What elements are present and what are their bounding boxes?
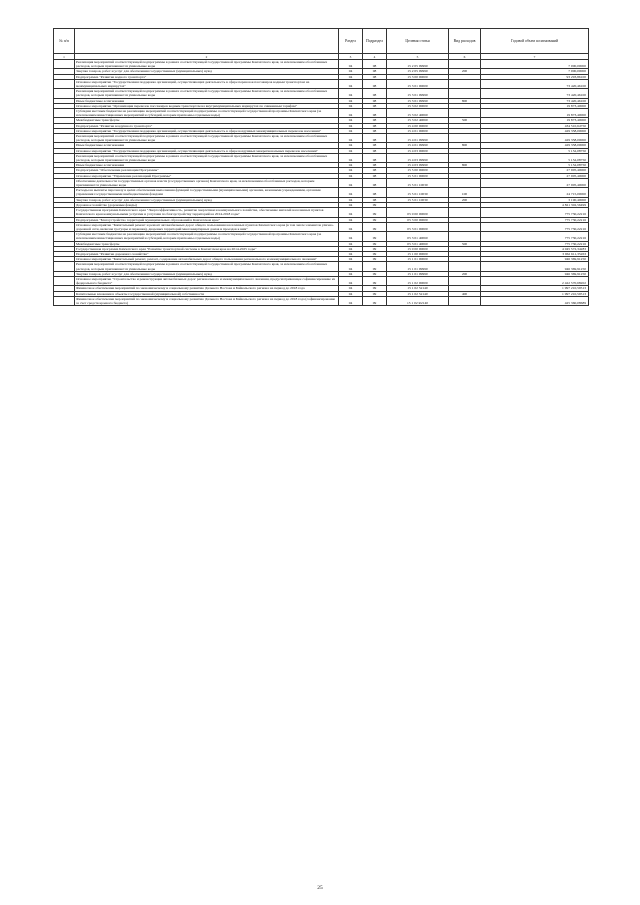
index-cell: 3 <box>339 54 363 60</box>
number-cell <box>54 79 75 88</box>
index-cell: 7 <box>481 54 589 60</box>
budget-page <box>53 28 588 306</box>
target-article-cell: 15 4 01 00000 <box>387 128 449 133</box>
target-article-cell: 15 5 00 00000 <box>387 168 449 173</box>
razdel-cell: 04 <box>339 128 363 133</box>
number-cell <box>54 222 75 231</box>
table-row <box>54 222 589 231</box>
header-podrazdel: Подраздел <box>363 29 387 54</box>
sum-cell: 2 422 570,68202 <box>481 276 589 285</box>
sum-cell: 19 873,40000 <box>481 118 589 123</box>
razdel-cell: 04 <box>339 286 363 291</box>
sum-cell: 946 369,91250 <box>481 271 589 276</box>
target-article-cell: 05 3 01 40060 <box>387 232 449 241</box>
podrazdel-cell: 09 <box>363 251 387 256</box>
razdel-cell: 04 <box>339 168 363 173</box>
razdel-cell: 04 <box>339 134 363 143</box>
expense-type-cell <box>449 262 481 271</box>
name-cell: Государственная программа Камчатского края "Энергоэффективность, развитие энергетики и коммунального хозяйства, обеспечение жителей населенных пунктов Камчатского края коммунальными услугами и услугами по благоустройству территорий на 2014-2018 годы" <box>75 208 339 217</box>
sum-cell: 19 873,40000 <box>481 103 589 108</box>
target-article-cell: 15 5 01 10030 <box>387 188 449 197</box>
expense-type-cell: 500 <box>449 241 481 246</box>
target-article-cell: 15 3 01 09990 <box>387 98 449 103</box>
index-cell: 5 <box>387 54 449 60</box>
name-cell: Основное мероприятие "Государственная поддержка организаций, осуществляющих деятельность в сфере перевозок пассажиров водным транспортом на межмуниципальных маршрутах" <box>75 79 339 88</box>
name-cell: Реализация мероприятий соответствующей подпрограммы в рамках соответствующей государственной программы Камчатского края, за исключением обособленных расходов, которым присваиваются уникальные коды <box>75 153 339 162</box>
razdel-cell: 04 <box>339 173 363 178</box>
header-annual-sum: Годовой объем ассигнований <box>481 29 589 54</box>
target-article-cell: 15 3 02 40060 <box>387 118 449 123</box>
expense-type-cell: 500 <box>449 118 481 123</box>
table-row <box>54 79 589 88</box>
expense-type-cell <box>449 276 481 285</box>
table-row <box>54 109 589 118</box>
podrazdel-cell: 08 <box>363 178 387 187</box>
podrazdel-cell: 08 <box>363 98 387 103</box>
sum-cell: 1 997 210,59513 <box>481 286 589 291</box>
razdel-cell: 04 <box>339 232 363 241</box>
name-cell: Государственная программа Камчатского края "Развитие транспортной системы в Камчатском крае на 2014-2025 годы" <box>75 246 339 251</box>
razdel-cell: 04 <box>339 178 363 187</box>
razdel-cell: 04 <box>339 197 363 202</box>
podrazdel-cell: 08 <box>363 79 387 88</box>
sum-cell: 3 190,40000 <box>481 197 589 202</box>
name-cell: Субсидии местным бюджетам на реализацию мероприятий соответствующей подпрограммы соответствующей государственной программы Камчатского края (за исключением инвестиционных мероприятий и субсидий, которым присвоены отдельные коды) <box>75 109 339 118</box>
name-cell: Подпрограмма "Развитие воздушного транспорта" <box>75 123 339 128</box>
name-cell: Дорожное хозяйство (дорожные фонды) <box>75 202 339 207</box>
name-cell: Подпрограмма "Развитие дорожного хозяйства" <box>75 251 339 256</box>
podrazdel-cell: 09 <box>363 286 387 291</box>
expense-type-cell: 400 <box>449 291 481 296</box>
sum-cell: 5 152,08750 <box>481 163 589 168</box>
number-cell <box>54 262 75 271</box>
budget-table <box>53 28 589 306</box>
name-cell: Реализация мероприятий соответствующей подпрограммы в рамках соответствующей государственной программы Камчатского края, за исключением обособленных расходов, которым присваиваются уникальные коды <box>75 89 339 98</box>
razdel-cell: 04 <box>339 188 363 197</box>
razdel-cell: 04 <box>339 60 363 69</box>
sum-cell: 27 905,40000 <box>481 168 589 173</box>
target-article-cell: 05 3 00 00000 <box>387 217 449 222</box>
sum-cell: 7 000,00000 <box>481 60 589 69</box>
podrazdel-cell: 08 <box>363 89 387 98</box>
target-article-cell: 05 3 01 00000 <box>387 222 449 231</box>
expense-type-cell: 200 <box>449 197 481 202</box>
sum-cell: 425 360,08689 <box>481 296 589 305</box>
expense-type-cell <box>449 296 481 305</box>
table-row <box>54 89 589 98</box>
target-article-cell: 15 4 01 09990 <box>387 134 449 143</box>
expense-type-cell: 800 <box>449 143 481 148</box>
podrazdel-cell: 08 <box>363 118 387 123</box>
number-cell <box>54 134 75 143</box>
target-article-cell: 15 0 00 00000 <box>387 246 449 251</box>
razdel-cell: 04 <box>339 276 363 285</box>
name-cell: Реализация мероприятий соответствующей подпрограммы в рамках соответствующей государственной программы Камчатского края, за исключением обособленных расходов, которым присваиваются уникальные коды <box>75 134 339 143</box>
razdel-cell: 04 <box>339 217 363 222</box>
expense-type-cell <box>449 153 481 162</box>
podrazdel-cell: 09 <box>363 257 387 262</box>
name-cell: Подпрограмма "Обеспечение реализации Программы" <box>75 168 339 173</box>
number-cell <box>54 178 75 187</box>
name-cell: Основное мероприятие "Государственная поддержка организаций, осуществляющих деятельность в сфере воздушных межрегиональных перевозок населения" <box>75 148 339 153</box>
header-target-article: Целевая статья <box>387 29 449 54</box>
name-cell: Субсидии местным бюджетам на реализацию мероприятий соответствующей подпрограммы соответствующей государственной программы Камчатского края (за исключением инвестиционных мероприятий и субсидий, которым присвоены отдельные коды) <box>75 232 339 241</box>
target-article-cell: 15 4 00 00000 <box>387 123 449 128</box>
name-cell: Закупка товаров, работ и услуг для обеспечения государственных (муниципальных) нужд <box>75 69 339 74</box>
number-cell <box>54 153 75 162</box>
name-cell: Межбюджетные трансферты <box>75 118 339 123</box>
razdel-cell: 04 <box>339 103 363 108</box>
razdel-cell: 04 <box>339 74 363 79</box>
target-article-cell: 15 1 01 09990 <box>387 271 449 276</box>
table-row <box>54 232 589 241</box>
name-cell: Основное мероприятие "Строительство и реконструкция автомобильных дорог регионального и межмуниципального значения, предусматривающее софинансирование из федерального бюджета" <box>75 276 339 285</box>
table-row <box>54 134 589 143</box>
podrazdel-cell: 08 <box>363 134 387 143</box>
name-cell: Межбюджетные трансферты <box>75 241 339 246</box>
razdel-cell: 04 <box>339 222 363 231</box>
podrazdel-cell: 08 <box>363 188 387 197</box>
table-row <box>54 208 589 217</box>
target-article-cell: 05 0 00 00000 <box>387 208 449 217</box>
sum-cell: 27 905,40000 <box>481 173 589 178</box>
expense-type-cell: 100 <box>449 188 481 197</box>
podrazdel-cell: 08 <box>363 153 387 162</box>
razdel-cell: 04 <box>339 98 363 103</box>
podrazdel-cell: 08 <box>363 69 387 74</box>
podrazdel-cell: 09 <box>363 208 387 217</box>
razdel-cell: 04 <box>339 257 363 262</box>
podrazdel-cell: 08 <box>363 123 387 128</box>
podrazdel-cell: 08 <box>363 128 387 133</box>
podrazdel-cell: 08 <box>363 60 387 69</box>
sum-cell: 775 730,22216 <box>481 208 589 217</box>
podrazdel-cell: 09 <box>363 222 387 231</box>
number-cell <box>54 60 75 69</box>
target-article-cell: 15 4 03 09990 <box>387 153 449 162</box>
number-cell <box>54 276 75 285</box>
name-cell: Основное мероприятие "Капитальный ремонт, ремонт, содержание автомобильных дорог общего пользования регионального и межмуниципального значения" <box>75 257 339 262</box>
sum-cell: 5 152,08750 <box>481 153 589 162</box>
table-body <box>54 60 589 306</box>
expense-type-cell <box>449 134 481 143</box>
podrazdel-cell: 09 <box>363 291 387 296</box>
expense-type-cell <box>449 79 481 88</box>
podrazdel-cell: 09 <box>363 246 387 251</box>
sum-cell: 946 369,91250 <box>481 262 589 271</box>
razdel-cell: 04 <box>339 118 363 123</box>
table-row <box>54 276 589 285</box>
podrazdel-cell: 08 <box>363 109 387 118</box>
target-article-cell: 15 4 03 09990 <box>387 163 449 168</box>
index-cell: 4 <box>363 54 387 60</box>
target-article-cell: 15 4 01 09990 <box>387 143 449 148</box>
number-cell <box>54 109 75 118</box>
razdel-cell: 04 <box>339 148 363 153</box>
expense-type-cell <box>449 222 481 231</box>
table-row <box>54 60 589 69</box>
sum-cell: 775 730,22216 <box>481 217 589 222</box>
target-article-cell: 15 1 00 00000 <box>387 251 449 256</box>
expense-type-cell <box>449 109 481 118</box>
podrazdel-cell: 09 <box>363 262 387 271</box>
page-number: 25 <box>317 885 323 891</box>
podrazdel-cell: 09 <box>363 241 387 246</box>
podrazdel-cell: 09 <box>363 217 387 222</box>
sum-cell: 429 358,00000 <box>481 128 589 133</box>
expense-type-cell: 200 <box>449 271 481 276</box>
expense-type-cell <box>449 60 481 69</box>
razdel-cell: 04 <box>339 153 363 162</box>
sum-cell: 73 420,46100 <box>481 98 589 103</box>
podrazdel-cell: 08 <box>363 173 387 178</box>
sum-cell: 19 873,40000 <box>481 109 589 118</box>
razdel-cell: 04 <box>339 202 363 207</box>
name-cell: Реализация мероприятий соответствующей подпрограммы в рамках соответствующей государственной программы Камчатского края, за исключением обособленных расходов, которым присваиваются уникальные коды <box>75 262 339 271</box>
target-article-cell: 15 5 01 10030 <box>387 178 449 187</box>
podrazdel-cell: 08 <box>363 74 387 79</box>
razdel-cell: 04 <box>339 271 363 276</box>
razdel-cell: 04 <box>339 123 363 128</box>
table-row <box>54 296 589 305</box>
target-article-cell: 15 3 02 00000 <box>387 103 449 108</box>
number-cell <box>54 89 75 98</box>
target-article-cell: 15 5 01 00000 <box>387 173 449 178</box>
number-cell <box>54 296 75 305</box>
sum-cell: 1 997 210,59513 <box>481 291 589 296</box>
sum-cell: 7 000,00000 <box>481 69 589 74</box>
razdel-cell: 04 <box>339 251 363 256</box>
podrazdel-cell: 09 <box>363 296 387 305</box>
target-article-cell: 15 1 02 52140 <box>387 291 449 296</box>
name-cell: Иные бюджетные ассигнования <box>75 163 339 168</box>
razdel-cell: 04 <box>339 296 363 305</box>
podrazdel-cell: 09 <box>363 271 387 276</box>
razdel-cell: 04 <box>339 79 363 88</box>
razdel-cell: 04 <box>339 143 363 148</box>
header-name <box>75 29 339 54</box>
name-cell: Закупка товаров, работ и услуг для обеспечения государственных (муниципальных) нужд <box>75 271 339 276</box>
sum-cell: 429 358,00000 <box>481 134 589 143</box>
target-article-cell: 15 3 01 00000 <box>387 79 449 88</box>
table-row <box>54 153 589 162</box>
name-cell: Подпрограмма "Благоустройство территорий муниципальных образований в Камчатском крае" <box>75 217 339 222</box>
podrazdel-cell: 08 <box>363 103 387 108</box>
index-cell: 6 <box>449 54 481 60</box>
target-article-cell: 15 3 02 40060 <box>387 109 449 118</box>
target-article-cell: 15 1 02 00000 <box>387 276 449 285</box>
name-cell: Основное мероприятие "Капитальный ремонт и ремонт автомобильных дорог общего пользования населенных пунктов Камчатского края (в том числе элементов улично-дорожной сети, включая тротуары и парковки), дворовых территорий многоквартирных домов и проездов к ним" <box>75 222 339 231</box>
target-article-cell: 15 2 05 09990 <box>387 60 449 69</box>
target-article-cell: 15 1 02 52140 <box>387 286 449 291</box>
target-article-cell: 15 1 02 R2140 <box>387 296 449 305</box>
name-cell: Основное мероприятие "Управление реализацией Программы" <box>75 173 339 178</box>
header-row <box>54 29 589 54</box>
expense-type-cell: 800 <box>449 163 481 168</box>
sum-cell: 946 369,91250 <box>481 257 589 262</box>
name-cell: Финансовое обеспечение мероприятий по экономическому и социальному развитию Дальнего Востока и Байкальского региона на период до 2018 года (софинансирование за счет средств краевого бюджета) <box>75 296 339 305</box>
sum-cell: 775 730,22216 <box>481 241 589 246</box>
expense-type-cell <box>449 178 481 187</box>
sum-cell: 434 510,64750 <box>481 123 589 128</box>
expense-type-cell: 200 <box>449 69 481 74</box>
target-article-cell: 15 5 01 10030 <box>387 197 449 202</box>
sum-cell: 93 293,86100 <box>481 74 589 79</box>
podrazdel-cell: 08 <box>363 143 387 148</box>
header-expense-type: Вид расходов <box>449 29 481 54</box>
header-razdel: Раздел <box>339 29 363 54</box>
sum-cell: 73 420,46100 <box>481 79 589 88</box>
sum-cell: 429 358,00000 <box>481 143 589 148</box>
number-cell <box>54 232 75 241</box>
target-article-cell: 05 3 01 40060 <box>387 241 449 246</box>
number-cell <box>54 208 75 217</box>
target-article-cell: 15 3 01 09990 <box>387 89 449 98</box>
podrazdel-cell: 09 <box>363 276 387 285</box>
podrazdel-cell: 08 <box>363 148 387 153</box>
razdel-cell: 04 <box>339 69 363 74</box>
sum-cell: 4 821 302,56499 <box>481 202 589 207</box>
razdel-cell: 04 <box>339 241 363 246</box>
name-cell: Обеспечение деятельности государственных органов власти (государственных органов) Камчатского края, за исключением обособленных расходов, которым присваиваются уникальные коды <box>75 178 339 187</box>
razdel-cell: 04 <box>339 262 363 271</box>
podrazdel-cell: 08 <box>363 168 387 173</box>
razdel-cell: 04 <box>339 109 363 118</box>
name-cell: Основное мероприятие "Организация перевозок пассажиров водным транспортом на внутримуниципальных маршрутах по сниженным тарифам" <box>75 103 339 108</box>
sum-cell: 73 420,46100 <box>481 89 589 98</box>
razdel-cell: 04 <box>339 163 363 168</box>
expense-type-cell <box>449 232 481 241</box>
number-cell <box>54 188 75 197</box>
expense-type-cell: 800 <box>449 98 481 103</box>
razdel-cell: 04 <box>339 291 363 296</box>
target-article-cell: 15 4 03 00000 <box>387 148 449 153</box>
razdel-cell: 04 <box>339 89 363 98</box>
table-row <box>54 178 589 187</box>
target-article-cell: 15 1 01 09990 <box>387 262 449 271</box>
name-cell: Иные бюджетные ассигнования <box>75 143 339 148</box>
sum-cell: 5 152,08750 <box>481 148 589 153</box>
podrazdel-cell: 08 <box>363 163 387 168</box>
expense-type-cell <box>449 89 481 98</box>
name-cell: Основное мероприятие "Государственная поддержка организаций, осуществляющих деятельность в сфере воздушных межмуниципальных перевозок населения" <box>75 128 339 133</box>
header-number: № п/п <box>54 29 75 54</box>
name-cell: Капитальные вложения в объекты государственной (муниципальной) собственности <box>75 291 339 296</box>
razdel-cell: 04 <box>339 246 363 251</box>
sum-cell: 27 905,40000 <box>481 178 589 187</box>
name-cell: Реализация мероприятий соответствующей подпрограммы в рамках соответствующей государственной программы Камчатского края, за исключением обособленных расходов, которым присваиваются уникальные коды <box>75 60 339 69</box>
sum-cell: 24 715,00000 <box>481 188 589 197</box>
target-article-cell: 15 1 01 00000 <box>387 257 449 262</box>
sum-cell: 3 962 611,35263 <box>481 251 589 256</box>
podrazdel-cell: 09 <box>363 202 387 207</box>
index-cell: 2 <box>75 54 339 60</box>
name-cell: Финансовое обеспечение мероприятий по экономическому и социальному развитию Дальнего Востока и Байкальского региона на период до 2018 года <box>75 286 339 291</box>
name-cell: Расходы на выплаты персоналу в целях обеспечения выполнения функций государственными (муниципальными) органами, казенными учреждениями, органами управления государственными внебюджетными фондами <box>75 188 339 197</box>
razdel-cell: 04 <box>339 208 363 217</box>
index-cell: 1 <box>54 54 75 60</box>
podrazdel-cell: 09 <box>363 232 387 241</box>
sum-cell: 775 730,22216 <box>481 222 589 231</box>
table-row <box>54 188 589 197</box>
table-row <box>54 262 589 271</box>
target-article-cell: 15 3 00 00000 <box>387 74 449 79</box>
target-article-cell: 15 2 05 09990 <box>387 69 449 74</box>
name-cell: Подпрограмма "Развитие водного транспорта" <box>75 74 339 79</box>
sum-cell: 4 045 572,34283 <box>481 246 589 251</box>
sum-cell: 775 730,22216 <box>481 232 589 241</box>
name-cell: Иные бюджетные ассигнования <box>75 98 339 103</box>
expense-type-cell <box>449 208 481 217</box>
podrazdel-cell: 08 <box>363 197 387 202</box>
name-cell: Закупка товаров, работ и услуг для обеспечения государственных (муниципальных) нужд <box>75 197 339 202</box>
